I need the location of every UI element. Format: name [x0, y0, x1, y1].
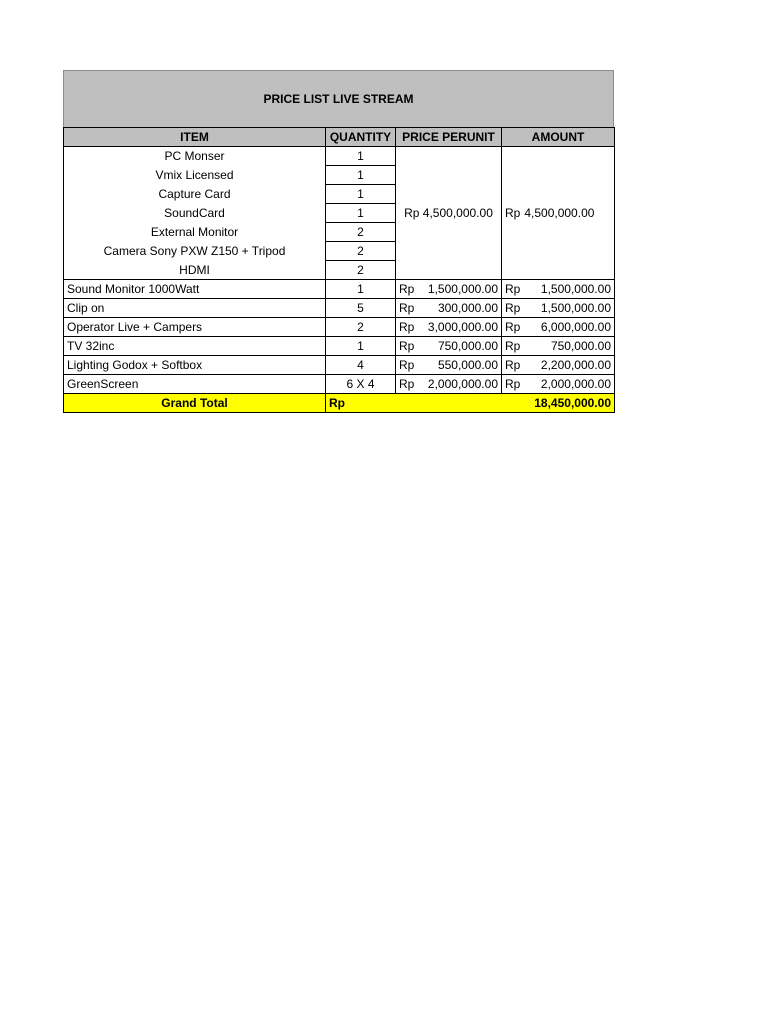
grand-total-value: 18,450,000.00 — [534, 396, 611, 410]
amount-cell — [502, 375, 615, 394]
quantity-cell: 1 — [326, 147, 396, 166]
header-price: PRICE PERUNIT — [396, 128, 502, 147]
table-row — [64, 280, 615, 299]
currency-label: Rp — [399, 320, 415, 334]
quantity-cell: 5 — [326, 299, 396, 318]
price-value: 2,000,000.00 — [427, 377, 498, 391]
item-cell: Camera Sony PXW Z150 + Tripod — [64, 242, 326, 261]
bundle-price-cell — [396, 147, 502, 280]
quantity-cell: 2 — [326, 242, 396, 261]
header-row — [64, 128, 615, 147]
amount-cell — [502, 356, 615, 375]
amount-value: 2,000,000.00 — [540, 377, 611, 391]
price-value: 750,000.00 — [437, 339, 498, 353]
item-cell: Clip on — [64, 299, 326, 318]
price-value: 3,000,000.00 — [427, 320, 498, 334]
currency-label: Rp — [399, 339, 415, 353]
header-quantity: QUANTITY — [326, 128, 396, 147]
bundle-amount-cell — [502, 147, 615, 280]
currency-label: Rp — [505, 377, 521, 391]
item-cell: PC Monser — [64, 147, 326, 166]
table-row — [64, 299, 615, 318]
quantity-cell: 2 — [326, 261, 396, 280]
currency-label: Rp — [399, 301, 415, 315]
price-cell — [396, 375, 502, 394]
amount-value: 1,500,000.00 — [540, 301, 611, 315]
quantity-cell: 1 — [326, 280, 396, 299]
currency-label: Rp — [329, 396, 345, 410]
price-cell — [396, 299, 502, 318]
item-cell: Operator Live + Campers — [64, 318, 326, 337]
quantity-cell: 6 X 4 — [326, 375, 396, 394]
currency-label: Rp — [505, 339, 521, 353]
grand-total-label: Grand Total — [64, 394, 326, 413]
currency-label: Rp — [399, 358, 415, 372]
item-cell: HDMI — [64, 261, 326, 280]
header-amount: AMOUNT — [502, 128, 615, 147]
price-value: 1,500,000.00 — [427, 282, 498, 296]
amount-value: 4,500,000.00 — [524, 206, 595, 220]
item-cell: Sound Monitor 1000Watt — [64, 280, 326, 299]
currency-label: Rp — [505, 358, 521, 372]
quantity-cell: 2 — [326, 223, 396, 242]
quantity-cell: 1 — [326, 166, 396, 185]
price-cell — [396, 356, 502, 375]
sheet-title: PRICE LIST LIVE STREAM — [63, 70, 614, 127]
quantity-cell: 4 — [326, 356, 396, 375]
price-list-sheet — [63, 70, 614, 413]
table-row — [64, 318, 615, 337]
item-cell: Vmix Licensed — [64, 166, 326, 185]
quantity-cell: 1 — [326, 204, 396, 223]
currency-label: Rp — [399, 377, 415, 391]
amount-value: 6,000,000.00 — [540, 320, 611, 334]
grand-total-amount-cell — [326, 394, 615, 413]
grand-total-row — [64, 394, 615, 413]
quantity-cell: 2 — [326, 318, 396, 337]
amount-value: 2,200,000.00 — [540, 358, 611, 372]
table-row — [64, 375, 615, 394]
amount-cell — [502, 280, 615, 299]
currency-label: Rp — [505, 301, 521, 315]
item-cell: External Monitor — [64, 223, 326, 242]
currency-label: Rp — [505, 206, 521, 220]
table-row — [64, 356, 615, 375]
price-cell — [396, 318, 502, 337]
item-cell: GreenScreen — [64, 375, 326, 394]
currency-label: Rp — [505, 320, 521, 334]
currency-label: Rp — [399, 282, 415, 296]
price-cell — [396, 337, 502, 356]
currency-label: Rp — [505, 282, 521, 296]
price-value: 550,000.00 — [437, 358, 498, 372]
amount-cell — [502, 337, 615, 356]
amount-value: 1,500,000.00 — [540, 282, 611, 296]
table-row — [64, 337, 615, 356]
price-table — [63, 127, 615, 413]
quantity-cell: 1 — [326, 337, 396, 356]
amount-cell — [502, 299, 615, 318]
price-value: 300,000.00 — [437, 301, 498, 315]
item-cell: SoundCard — [64, 204, 326, 223]
quantity-cell: 1 — [326, 185, 396, 204]
amount-value: 750,000.00 — [550, 339, 611, 353]
amount-cell — [502, 318, 615, 337]
bundle-price: Rp 4,500,000.00 — [404, 206, 493, 220]
table-row — [64, 147, 615, 166]
header-item: ITEM — [64, 128, 326, 147]
item-cell: TV 32inc — [64, 337, 326, 356]
price-cell — [396, 280, 502, 299]
item-cell: Lighting Godox + Softbox — [64, 356, 326, 375]
item-cell: Capture Card — [64, 185, 326, 204]
